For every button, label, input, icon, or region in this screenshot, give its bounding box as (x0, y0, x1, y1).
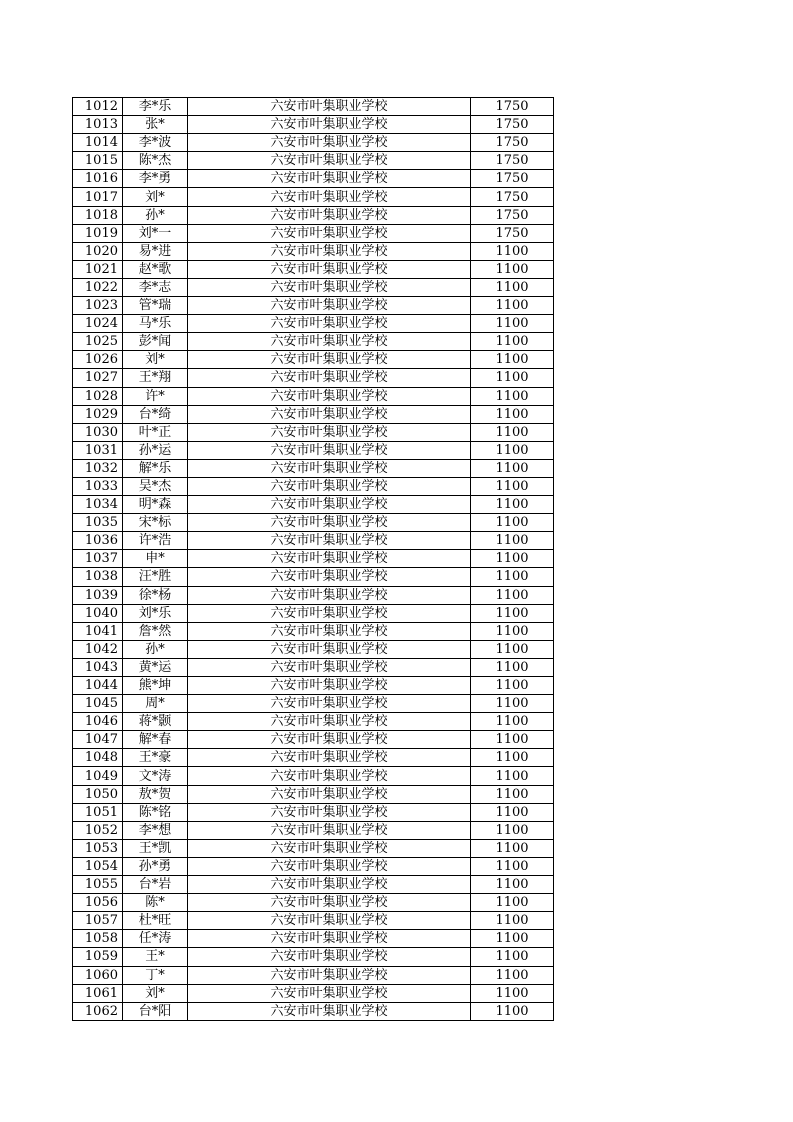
table-row (73, 206, 554, 224)
student-name-cell: 宋*标 (123, 514, 188, 532)
row-number-cell: 1054 (73, 857, 123, 875)
amount-cell: 1100 (471, 785, 554, 803)
student-name-cell: 解*乐 (123, 459, 188, 477)
school-name-cell: 六安市叶集职业学校 (188, 514, 471, 532)
table-row (73, 224, 554, 242)
row-number-cell: 1017 (73, 188, 123, 206)
table-row (73, 731, 554, 749)
student-name-cell: 黄*运 (123, 658, 188, 676)
row-number-cell: 1025 (73, 333, 123, 351)
student-name-cell: 申* (123, 550, 188, 568)
row-number-cell: 1012 (73, 98, 123, 116)
student-name-cell: 许* (123, 387, 188, 405)
amount-cell: 1100 (471, 351, 554, 369)
school-name-cell: 六安市叶集职业学校 (188, 948, 471, 966)
amount-cell: 1100 (471, 496, 554, 514)
amount-cell: 1100 (471, 876, 554, 894)
amount-cell: 1100 (471, 857, 554, 875)
table-row (73, 242, 554, 260)
student-name-cell: 李*波 (123, 134, 188, 152)
row-number-cell: 1019 (73, 224, 123, 242)
table-row (73, 170, 554, 188)
school-name-cell: 六安市叶集职业学校 (188, 315, 471, 333)
table-row (73, 713, 554, 731)
amount-cell: 1750 (471, 152, 554, 170)
row-number-cell: 1014 (73, 134, 123, 152)
amount-cell: 1100 (471, 387, 554, 405)
row-number-cell: 1028 (73, 387, 123, 405)
table-row (73, 315, 554, 333)
student-name-cell: 文*涛 (123, 767, 188, 785)
row-number-cell: 1031 (73, 441, 123, 459)
table-row (73, 496, 554, 514)
row-number-cell: 1043 (73, 658, 123, 676)
table-row (73, 152, 554, 170)
school-name-cell: 六安市叶集职业学校 (188, 134, 471, 152)
table-row (73, 586, 554, 604)
row-number-cell: 1021 (73, 260, 123, 278)
student-name-cell: 李*想 (123, 821, 188, 839)
amount-cell: 1100 (471, 550, 554, 568)
student-name-cell: 解*春 (123, 731, 188, 749)
amount-cell: 1100 (471, 459, 554, 477)
school-name-cell: 六安市叶集职业学校 (188, 496, 471, 514)
table-row (73, 767, 554, 785)
student-name-cell: 易*进 (123, 242, 188, 260)
table-row (73, 984, 554, 1002)
student-name-cell: 蒋*颢 (123, 713, 188, 731)
student-name-cell: 台*阳 (123, 1002, 188, 1020)
school-name-cell: 六安市叶集职业学校 (188, 477, 471, 495)
school-name-cell: 六安市叶集职业学校 (188, 640, 471, 658)
row-number-cell: 1056 (73, 894, 123, 912)
school-name-cell: 六安市叶集职业学校 (188, 839, 471, 857)
school-name-cell: 六安市叶集职业学校 (188, 170, 471, 188)
amount-cell: 1100 (471, 297, 554, 315)
school-name-cell: 六安市叶集职业学校 (188, 785, 471, 803)
table-row (73, 948, 554, 966)
row-number-cell: 1035 (73, 514, 123, 532)
table-row (73, 405, 554, 423)
table-row (73, 477, 554, 495)
table-row (73, 622, 554, 640)
amount-cell: 1100 (471, 369, 554, 387)
school-name-cell: 六安市叶集职业学校 (188, 333, 471, 351)
row-number-cell: 1015 (73, 152, 123, 170)
row-number-cell: 1032 (73, 459, 123, 477)
school-name-cell: 六安市叶集职业学校 (188, 152, 471, 170)
row-number-cell: 1061 (73, 984, 123, 1002)
row-number-cell: 1029 (73, 405, 123, 423)
amount-cell: 1100 (471, 586, 554, 604)
amount-cell: 1100 (471, 260, 554, 278)
school-name-cell: 六安市叶集职业学校 (188, 713, 471, 731)
row-number-cell: 1027 (73, 369, 123, 387)
student-name-cell: 王*凯 (123, 839, 188, 857)
amount-cell: 1100 (471, 477, 554, 495)
table-row (73, 188, 554, 206)
student-name-cell: 刘*乐 (123, 604, 188, 622)
table-row (73, 116, 554, 134)
row-number-cell: 1059 (73, 948, 123, 966)
school-name-cell: 六安市叶集职业学校 (188, 532, 471, 550)
table-row (73, 876, 554, 894)
row-number-cell: 1020 (73, 242, 123, 260)
amount-cell: 1100 (471, 640, 554, 658)
row-number-cell: 1057 (73, 912, 123, 930)
school-name-cell: 六安市叶集职业学校 (188, 767, 471, 785)
row-number-cell: 1033 (73, 477, 123, 495)
amount-cell: 1100 (471, 423, 554, 441)
amount-cell: 1100 (471, 930, 554, 948)
student-name-cell: 赵*歌 (123, 260, 188, 278)
row-number-cell: 1018 (73, 206, 123, 224)
school-name-cell: 六安市叶集职业学校 (188, 930, 471, 948)
school-name-cell: 六安市叶集职业学校 (188, 116, 471, 134)
school-name-cell: 六安市叶集职业学校 (188, 821, 471, 839)
table-row (73, 912, 554, 930)
table-row (73, 658, 554, 676)
student-name-cell: 刘*一 (123, 224, 188, 242)
table-row (73, 459, 554, 477)
school-name-cell: 六安市叶集职业学校 (188, 876, 471, 894)
row-number-cell: 1036 (73, 532, 123, 550)
row-number-cell: 1048 (73, 749, 123, 767)
student-name-cell: 孙*勇 (123, 857, 188, 875)
school-name-cell: 六安市叶集职业学校 (188, 984, 471, 1002)
school-name-cell: 六安市叶集职业学校 (188, 98, 471, 116)
student-name-cell: 丁* (123, 966, 188, 984)
table-row (73, 604, 554, 622)
table-row (73, 803, 554, 821)
school-name-cell: 六安市叶集职业学校 (188, 260, 471, 278)
amount-cell: 1100 (471, 894, 554, 912)
table-row (73, 894, 554, 912)
amount-cell: 1750 (471, 116, 554, 134)
amount-cell: 1100 (471, 604, 554, 622)
row-number-cell: 1024 (73, 315, 123, 333)
amount-cell: 1100 (471, 966, 554, 984)
table-row (73, 423, 554, 441)
student-name-cell: 刘* (123, 984, 188, 1002)
student-name-cell: 吴*杰 (123, 477, 188, 495)
student-name-cell: 周* (123, 695, 188, 713)
table-row (73, 550, 554, 568)
row-number-cell: 1023 (73, 297, 123, 315)
table-row (73, 333, 554, 351)
school-name-cell: 六安市叶集职业学校 (188, 242, 471, 260)
table-row (73, 695, 554, 713)
student-name-cell: 台*绮 (123, 405, 188, 423)
school-name-cell: 六安市叶集职业学校 (188, 441, 471, 459)
table-row (73, 532, 554, 550)
amount-cell: 1100 (471, 622, 554, 640)
amount-cell: 1100 (471, 912, 554, 930)
school-name-cell: 六安市叶集职业学校 (188, 857, 471, 875)
amount-cell: 1750 (471, 170, 554, 188)
amount-cell: 1100 (471, 948, 554, 966)
row-number-cell: 1026 (73, 351, 123, 369)
school-name-cell: 六安市叶集职业学校 (188, 188, 471, 206)
school-name-cell: 六安市叶集职业学校 (188, 894, 471, 912)
student-name-cell: 王*翔 (123, 369, 188, 387)
student-name-cell: 孙* (123, 640, 188, 658)
table-row (73, 785, 554, 803)
amount-cell: 1750 (471, 134, 554, 152)
row-number-cell: 1039 (73, 586, 123, 604)
row-number-cell: 1044 (73, 677, 123, 695)
school-name-cell: 六安市叶集职业学校 (188, 586, 471, 604)
school-name-cell: 六安市叶集职业学校 (188, 459, 471, 477)
table-row (73, 98, 554, 116)
row-number-cell: 1062 (73, 1002, 123, 1020)
amount-cell: 1750 (471, 206, 554, 224)
school-name-cell: 六安市叶集职业学校 (188, 966, 471, 984)
table-row (73, 514, 554, 532)
table-row (73, 278, 554, 296)
row-number-cell: 1038 (73, 568, 123, 586)
table-row (73, 134, 554, 152)
student-name-cell: 彭*闻 (123, 333, 188, 351)
row-number-cell: 1051 (73, 803, 123, 821)
row-number-cell: 1022 (73, 278, 123, 296)
student-name-cell: 熊*坤 (123, 677, 188, 695)
amount-cell: 1100 (471, 839, 554, 857)
amount-cell: 1100 (471, 315, 554, 333)
student-name-cell: 刘* (123, 188, 188, 206)
table-row (73, 1002, 554, 1020)
school-name-cell: 六安市叶集职业学校 (188, 297, 471, 315)
row-number-cell: 1055 (73, 876, 123, 894)
student-name-cell: 刘* (123, 351, 188, 369)
student-name-cell: 许*浩 (123, 532, 188, 550)
student-name-cell: 孙* (123, 206, 188, 224)
school-name-cell: 六安市叶集职业学校 (188, 405, 471, 423)
amount-cell: 1100 (471, 713, 554, 731)
school-name-cell: 六安市叶集职业学校 (188, 677, 471, 695)
table-row (73, 640, 554, 658)
table-row (73, 857, 554, 875)
row-number-cell: 1037 (73, 550, 123, 568)
row-number-cell: 1042 (73, 640, 123, 658)
table-row (73, 297, 554, 315)
amount-cell: 1100 (471, 821, 554, 839)
student-name-cell: 管*瑞 (123, 297, 188, 315)
amount-cell: 1100 (471, 1002, 554, 1020)
amount-cell: 1100 (471, 731, 554, 749)
school-name-cell: 六安市叶集职业学校 (188, 622, 471, 640)
amount-cell: 1100 (471, 658, 554, 676)
student-name-cell: 马*乐 (123, 315, 188, 333)
row-number-cell: 1034 (73, 496, 123, 514)
table-row (73, 441, 554, 459)
table-row (73, 749, 554, 767)
amount-cell: 1100 (471, 749, 554, 767)
school-name-cell: 六安市叶集职业学校 (188, 550, 471, 568)
amount-cell: 1100 (471, 767, 554, 785)
row-number-cell: 1041 (73, 622, 123, 640)
school-name-cell: 六安市叶集职业学校 (188, 387, 471, 405)
row-number-cell: 1046 (73, 713, 123, 731)
school-name-cell: 六安市叶集职业学校 (188, 1002, 471, 1020)
school-name-cell: 六安市叶集职业学校 (188, 206, 471, 224)
table-row (73, 369, 554, 387)
row-number-cell: 1052 (73, 821, 123, 839)
school-name-cell: 六安市叶集职业学校 (188, 658, 471, 676)
amount-cell: 1100 (471, 333, 554, 351)
amount-cell: 1750 (471, 98, 554, 116)
table-row (73, 677, 554, 695)
school-name-cell: 六安市叶集职业学校 (188, 369, 471, 387)
amount-cell: 1100 (471, 532, 554, 550)
student-name-cell: 詹*然 (123, 622, 188, 640)
student-name-cell: 徐*杨 (123, 586, 188, 604)
amount-cell: 1100 (471, 278, 554, 296)
amount-cell: 1100 (471, 677, 554, 695)
amount-cell: 1100 (471, 441, 554, 459)
table-body (73, 98, 554, 1021)
amount-cell: 1100 (471, 242, 554, 260)
school-name-cell: 六安市叶集职业学校 (188, 604, 471, 622)
row-number-cell: 1016 (73, 170, 123, 188)
student-name-cell: 任*涛 (123, 930, 188, 948)
student-name-cell: 叶*正 (123, 423, 188, 441)
school-name-cell: 六安市叶集职业学校 (188, 224, 471, 242)
amount-cell: 1100 (471, 695, 554, 713)
table-row (73, 387, 554, 405)
table-row (73, 351, 554, 369)
school-name-cell: 六安市叶集职业学校 (188, 731, 471, 749)
student-name-cell: 张* (123, 116, 188, 134)
amount-cell: 1100 (471, 514, 554, 532)
row-number-cell: 1049 (73, 767, 123, 785)
subsidy-table (72, 97, 554, 1021)
student-name-cell: 汪*胜 (123, 568, 188, 586)
table-row (73, 260, 554, 278)
school-name-cell: 六安市叶集职业学校 (188, 351, 471, 369)
student-name-cell: 李*勇 (123, 170, 188, 188)
row-number-cell: 1045 (73, 695, 123, 713)
student-name-cell: 陈* (123, 894, 188, 912)
table-row (73, 839, 554, 857)
row-number-cell: 1058 (73, 930, 123, 948)
school-name-cell: 六安市叶集职业学校 (188, 568, 471, 586)
student-name-cell: 明*森 (123, 496, 188, 514)
student-name-cell: 敖*贺 (123, 785, 188, 803)
row-number-cell: 1047 (73, 731, 123, 749)
school-name-cell: 六安市叶集职业学校 (188, 278, 471, 296)
amount-cell: 1750 (471, 188, 554, 206)
student-name-cell: 杜*旺 (123, 912, 188, 930)
row-number-cell: 1040 (73, 604, 123, 622)
student-name-cell: 孙*运 (123, 441, 188, 459)
table-row (73, 966, 554, 984)
student-name-cell: 李*志 (123, 278, 188, 296)
student-name-cell: 李*乐 (123, 98, 188, 116)
table-row (73, 821, 554, 839)
amount-cell: 1750 (471, 224, 554, 242)
amount-cell: 1100 (471, 405, 554, 423)
school-name-cell: 六安市叶集职业学校 (188, 803, 471, 821)
table-row (73, 930, 554, 948)
row-number-cell: 1030 (73, 423, 123, 441)
row-number-cell: 1013 (73, 116, 123, 134)
school-name-cell: 六安市叶集职业学校 (188, 912, 471, 930)
row-number-cell: 1060 (73, 966, 123, 984)
student-name-cell: 王*豪 (123, 749, 188, 767)
row-number-cell: 1053 (73, 839, 123, 857)
student-name-cell: 陈*杰 (123, 152, 188, 170)
school-name-cell: 六安市叶集职业学校 (188, 695, 471, 713)
student-name-cell: 台*岩 (123, 876, 188, 894)
amount-cell: 1100 (471, 803, 554, 821)
student-name-cell: 王* (123, 948, 188, 966)
amount-cell: 1100 (471, 568, 554, 586)
school-name-cell: 六安市叶集职业学校 (188, 749, 471, 767)
amount-cell: 1100 (471, 984, 554, 1002)
school-name-cell: 六安市叶集职业学校 (188, 423, 471, 441)
student-name-cell: 陈*铭 (123, 803, 188, 821)
table-row (73, 568, 554, 586)
row-number-cell: 1050 (73, 785, 123, 803)
